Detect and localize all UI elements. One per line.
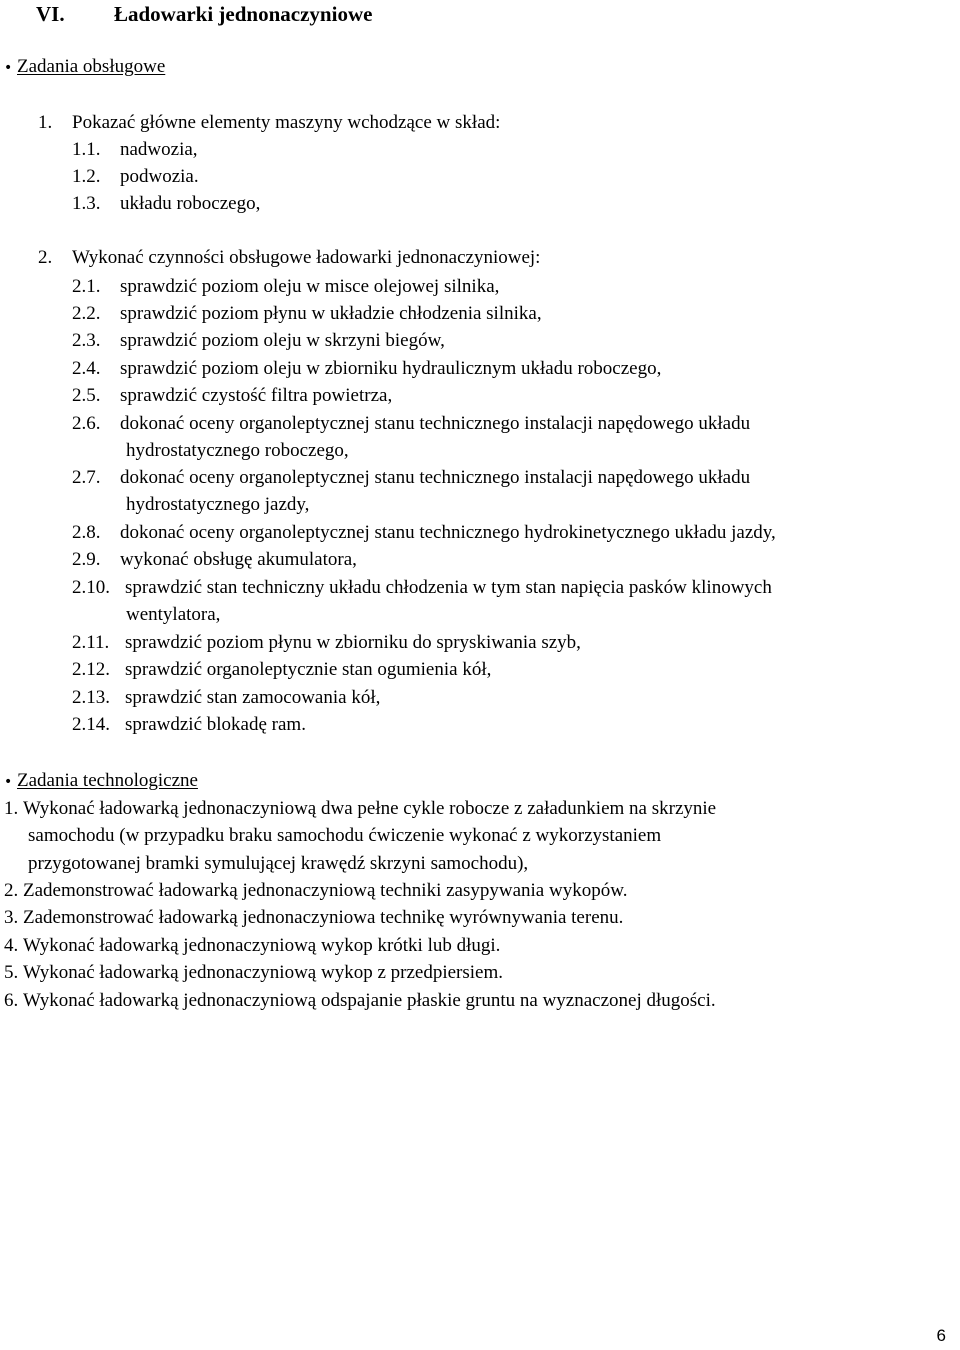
service-subtask-1-3: 1.3. układu roboczego, bbox=[72, 193, 261, 214]
section-number: VI. bbox=[36, 2, 65, 26]
bullet-icon: • bbox=[4, 60, 13, 76]
bullet-icon: • bbox=[4, 774, 13, 790]
service-subtask-2-6: 2.6. dokonać oceny organoleptycznej stanu technicznego instalacji napędowego układu bbox=[72, 413, 751, 434]
service-subtask-2-8: 2.8. dokonać oceny organoleptycznej stanu technicznego hydrokinetycznego układu jazdy, bbox=[72, 522, 776, 543]
technology-task-1-cont-2: przygotowanej bramki symulującej krawędź skrzyni samochodu), bbox=[28, 853, 529, 874]
service-subtask-2-10-cont: wentylatora, bbox=[126, 604, 221, 625]
service-subtask-2-2: 2.2. sprawdzić poziom płynu w układzie chłodzenia silnika, bbox=[72, 303, 542, 324]
section-title: Ładowarki jednonaczyniowe bbox=[114, 2, 373, 26]
service-subtask-2-10: 2.10. sprawdzić stan techniczny układu chłodzenia w tym stan napięcia pasków klinowych bbox=[72, 577, 772, 598]
technology-task-1-cont-1: samochodu (w przypadku braku samochodu ćwiczenie wykonać z wykorzystaniem bbox=[28, 825, 662, 846]
service-subtask-2-7-cont: hydrostatycznego jazdy, bbox=[126, 494, 310, 515]
page-number: 6 bbox=[936, 1326, 946, 1345]
service-subtask-2-1: 2.1. sprawdzić poziom oleju w misce olejowej silnika, bbox=[72, 276, 500, 297]
service-subtask-2-6-cont: hydrostatycznego roboczego, bbox=[126, 440, 349, 461]
technology-tasks-heading: • Zadania technologiczne bbox=[4, 770, 198, 791]
technology-task-4: 4. Wykonać ładowarką jednonaczyniową wykop krótki lub długi. bbox=[4, 935, 501, 956]
technology-task-6: 6. Wykonać ładowarką jednonaczyniową odspajanie płaskie gruntu na wyznaczonej długości. bbox=[4, 990, 716, 1011]
technology-task-2: 2. Zademonstrować ładowarką jednonaczyniową techniki zasypywania wykopów. bbox=[4, 880, 628, 901]
service-subtask-2-12: 2.12. sprawdzić organoleptycznie stan ogumienia kół, bbox=[72, 659, 492, 680]
section-heading bbox=[36, 2, 372, 27]
service-subtask-2-5: 2.5. sprawdzić czystość filtra powietrza, bbox=[72, 385, 393, 406]
service-subtask-2-11: 2.11. sprawdzić poziom płynu w zbiorniku do spryskiwania szyb, bbox=[72, 632, 581, 653]
service-subtask-1-2: 1.2. podwozia. bbox=[72, 166, 199, 187]
service-task-1: 1. Pokazać główne elementy maszyny wchodzące w skład: bbox=[38, 112, 501, 133]
service-subtask-2-9: 2.9. wykonać obsługę akumulatora, bbox=[72, 549, 357, 570]
service-subtask-2-13: 2.13. sprawdzić stan zamocowania kół, bbox=[72, 687, 381, 708]
service-task-2: 2. Wykonać czynności obsługowe ładowarki jednonaczyniowej: bbox=[38, 247, 541, 268]
technology-task-1: 1. Wykonać ładowarką jednonaczyniową dwa pełne cykle robocze z załadunkiem na skrzynie bbox=[4, 798, 717, 819]
service-subtask-1-1: 1.1. nadwozia, bbox=[72, 139, 198, 160]
service-subtask-2-14: 2.14. sprawdzić blokadę ram. bbox=[72, 714, 306, 735]
service-subtask-2-7: 2.7. dokonać oceny organoleptycznej stanu technicznego instalacji napędowego układu bbox=[72, 467, 751, 488]
technology-task-5: 5. Wykonać ładowarką jednonaczyniową wykop z przedpiersiem. bbox=[4, 962, 504, 983]
technology-task-3: 3. Zademonstrować ładowarką jednonaczyniowa technikę wyrównywania terenu. bbox=[4, 907, 624, 928]
service-subtask-2-3: 2.3. sprawdzić poziom oleju w skrzyni biegów, bbox=[72, 330, 445, 351]
service-tasks-heading: • Zadania obsługowe bbox=[4, 56, 166, 77]
service-subtask-2-4: 2.4. sprawdzić poziom oleju w zbiorniku hydraulicznym układu roboczego, bbox=[72, 358, 662, 379]
